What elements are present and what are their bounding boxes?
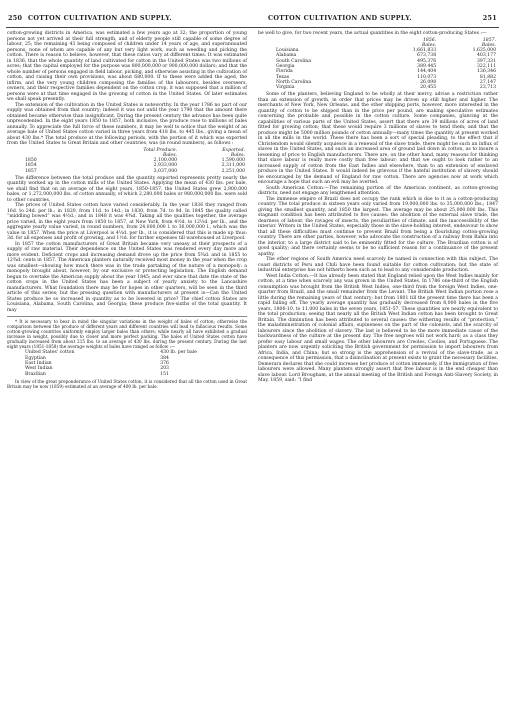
paragraph: The prices of United States cotton have varied considerably. In the year 1836 they ranged from 16d. to 24d. per lb.; in 1820, from 11d. to 14d.; in 1830, from 7d. to 9d. In 1845 the quality called “middling bowed” was 4½d.; and in 1848 it was 4¾d. Taking all the qualities together, the average price varied, in the eight years from 1850 to 1857, at New York, from 4½d. to 12½d. per lb., and the aggregate yearly value varied, in round numbers, from 24,000,000 l. to 36,000,000 l., which was the value in 1857. When the price at Liverpool is 4½d. per lb., it is considered that this is made up thus: 3d. for all expenses and profit of growing, and 1½d. for further expenses till warehoused at Liverpool. — [7, 203, 247, 242]
table-row: United States' cotton 430 lb. per bale — [25, 350, 197, 356]
table-row: Louisiana 1,661,833 1,635,000 — [276, 48, 496, 54]
bale-weight-table — [7, 350, 247, 376]
table-row: Texas 110,073 81,882 — [276, 74, 496, 80]
header-rule — [6, 27, 499, 28]
table-row: 1857 3,037,000 2,251,000 — [25, 168, 245, 174]
paragraph: South American Cotton.—The remaining portion of the American continent, as cotton-growing districts, need not engage any lengthened attention. — [258, 185, 498, 197]
footnote — [7, 316, 247, 388]
left-column — [7, 31, 247, 389]
paragraph: In 1857 the cotton manufacturers of Great Britain became very uneasy at their prospects of a supply of raw material. Their dependence on the United States was rendered every day more and more evident. Deficient crops and increasing demand drove up the price from 5¾d. and in 1855 to 12¾d. cents in 1857. The American planters naturally received most money in the year when the crop was smallest—showing how much there was in the trade partaking of the nature of a monopoly: a monopoly brought about, however, by our exclusive or protecting legislation. The English demand began to overtake the American supply about the year 1845; and ever since that date the state of the cotton crops in the United States has been a subject of yearly anxiety to the Lancashire manufacturers. What foundation there may be for hopes in other quarters, will be seen in the third article of this series; but the pressing question with manufacturers at present is—Can the United States produce be so increased in quantity as to be lowered in price? The chief cotton States are Louisiana, Alabama, South Carolina, and Georgia; these produce five-sixths of the total quantity. It may — [7, 241, 247, 313]
table-row: South Carolina 495,376 397,331 — [276, 58, 496, 64]
column-header: Total Produce. — [143, 147, 178, 153]
right-running-title: COTTON CULTIVATION AND SUPPLY. — [268, 14, 412, 22]
unit-label: Bales. — [481, 42, 496, 48]
running-header — [0, 14, 505, 24]
left-running-title: COTTON CULTIVATION AND SUPPLY. — [28, 14, 172, 22]
right-page-number: 251 — [482, 14, 497, 22]
paragraph: West India Cotton.—It has already been stated that England relied upon the West Indies mainly for cotton, at a time when scarcely any was grown in the United States. In 1786 one-third of the English consumption was brought from the British West Indies, one-third from the foreign West Indies, one-quarter from Brazil, and the small remainder from the Levant. The British West Indian portion rose a little during the remaining years of that century; but from 1801 till the present time there has been a rapid falling off. The yearly average quantity has gradually decreased from 8,000 bales in the five years, 1806-10, to 11,000 bales in the seven years, 1851-57. These quantities are nearly equivalent to the total production; seeing that nearly all the British West Indian cotton has been brought to Great Britain. The diminution has been attributed to several causes: the withering results of “protection,” the maladministration of colonial affairs, supineness on the part of the colonists, and the scarcity of labourers since the abolition of slavery. The last is believed to be the more immediate cause of the backwardness of the culture at the present day. The free negroes will not work hard; as a class they prefer easy labour and small wages. The other labourers are Creoles, Coolies, and Portuguese. The planters are now urgently soliciting the British government for permission to import labourers from Africa, India, and China; but so strong is the apprehension of a revival of the slave-trade, as a consequence of this permission, that a disinclination at present exists to grant the necessary facilities. Demerara declares that she could increase her produce of cotton immensely, if the immigration of free labourers were allowed. Many planters strongly assert that free labour is in the end cheaper than slave labour. Lord Brougham, at the annual meeting of the British and Foreign Anti-Slavery Society, in May, 1859, said: “I find — [258, 273, 498, 384]
table-row: Alabama 673,738 403,177 — [276, 53, 496, 59]
state-production-table — [258, 38, 498, 91]
footnote-text: In view of the great preponderance of United States cotton, it is considered that all the cotton used in Great Britain may be now (1859) estimated at an average of 400 lb. per bale. — [7, 378, 247, 389]
table-row: 1850 2,100,000 1,590,000 — [25, 158, 245, 164]
table-row: 1854 2,933,000 2,311,000 — [25, 163, 245, 169]
table-row: Brazilian 151 — [25, 371, 169, 377]
footnote-text: * It is necessary to bear in mind the singular variations in the weight of bales of cotton; otherwise the comparison between the produce of different years and different countries will lead to fallacious results. Some cotton-growing countries uniformly employ larger bales than others; while nearly all have exhibited a gradual increase in weight, possibly due to closer and more perfect packing. The bales of United States cotton have gradually increased from about 215 lbs. to an average of 430 lbs. during the present century. During the last eight years (1851-1858) the average weights of bales have ranged as follow :— — [7, 319, 247, 350]
unit-label: Bales. — [422, 42, 437, 48]
produce-export-table — [7, 148, 247, 174]
paragraph: The difference between the total produce and the quantity exported represents pretty nearly the quantity worked up in the cotton mills of the United States. Applying the mean of 430 lbs. per bale, we shall find that on an average of the eight years, 1850-1857, the United States grew 2,900,000 bales, or 1,272,000,000 lbs. of cotton annually, of which 2,280,000 bales or 980,000,000 lbs. were sold to other countries. — [7, 175, 247, 203]
unit-label: Bales. — [162, 152, 178, 158]
table-row: Florida 144,404 136,346 — [276, 69, 496, 75]
paragraph: The other regions of South America need scarcely be named in connection with this subject. The coast districts of Peru and Chili have been found suitable for cotton cultivation; but the state of industrial enterprise has not hitherto been such as to lead to any considerable production. — [258, 257, 498, 274]
table-row: East Indian 376 — [25, 361, 169, 367]
paragraph: The immense empire of Brazil does not occupy the rank which is due to it as a cotton-producing country. The total produce in sixteen years only varied from 19,000,000 lbs. to 35,000,000 lbs.; 1847 giving the smallest quantity, and 1850 the largest. The average may be about 25,000,000 lbs. This stagnant condition has been attributed to five causes: the abolition of the external slave trade, the dearness of labour, the ravages of insects, the peculiarities of climate, and the inaccessibility of the interior. Writers in the United States, especially those in the slave-holding interest, endeavour to show that all these difficulties must continue to prevent Brazil from being a flourishing cotton-growing country. There are other parties, however, who advocate the construction of a railway from Bahia into the interior, to a large district said to be eminently fitted for the culture. The Brazilian cotton is of good quality; and there certainly seems to be no sufficient reason for a continuance of the present apathy. — [258, 196, 498, 257]
paragraph: cotton-growing districts in America, was estimated a few years ago at 32; the proportion of young persons not yet arrived at their full strength, and of elderly people still capable of some degree of labour, 25; the remaining 43 being composed of children under 14 years of age, and superannuated persons, none of whom are capable of any but very light work, such as weeding and picking the cotton. There is reason to believe, however, that these ratios vary at different times. It was estimated in 1836, that the whole quantity of land cultivated for cotton in the United States was two millions of acres; that the capital employed for the purpose was 800,000,000 or 900,000,000 dollars; and that the whole number of persons engaged in field labour, picking, and otherwise assisting in the cultivation of cotton, and raising their own provisions, was about 680,000. If to these were added the aged, the infirm, and the very young children composing the families of the labourers, besides overseers, owners, and their respective families dependent on the cotton crop, it was supposed that a million of persons were at that time engaged in the growing of cotton in the United States. Of later estimates we shall speak presently. — [7, 31, 247, 102]
paragraph: Some of the planters, believing England to be wholly at their mercy, advise a restriction rather than an extension of growth, in order that prices may be driven up still higher and higher. The merchants of New York, New Orleans, and the other shipping ports, however, more interested in the quantity of cotton to be shipped than in the price per pound, are making speculative estimates concerning the probable and possible in the cotton culture. Some companies, glancing at the capabilities of various parts of the United States, assert that there are 39 millions of acres of land fitted for growing cotton; that these would require 3 millions of slaves to tend them; and that the produce might be 5000 million pounds of cotton annually—many times the quantity at present worked in all the mills in the world. These there has been a sort of special pleading, to the effect that if Christendom would silently acquiesce in a renewal of the slave trade, there might be such an influx of slaves in the United States, and such an increased area of ground laid down in cotton, as to insure a lessening of price to English manufacturers. There are, on the other hand, many reasons for thinking that slave labour is really more costly than free labour; and that we ought to look rather to an increased supply of cotton from the East Indies and elsewhere, than to an extension of enslaved produce in the United States. It would indeed be grievous if the hateful institution of slavery should be encouraged by the demand of England for raw cotton. There are agencies now at work which encourage a hope that such an evil may be averted. — [258, 92, 498, 186]
table-row: Virginia 20,455 23,713 — [276, 85, 496, 91]
right-column — [258, 31, 498, 384]
column-header: 1857. — [482, 37, 496, 43]
paragraph: be well to give, for two recent years, the actual quantities in the eight cotton-producing States :— — [258, 31, 487, 36]
table-row: Georgia 389,445 322,111 — [276, 63, 496, 69]
table-row: North Carolina 26,098 27,147 — [276, 79, 496, 85]
left-page-number: 250 — [8, 14, 23, 22]
column-header: 1856. — [423, 37, 437, 43]
table-row: West Indian 203 — [25, 366, 169, 372]
unit-label: Bales. — [230, 152, 245, 158]
paragraph: The extension of the cultivation in the United States is noteworthy. In the year 1786 no part of our supply was obtained from that country; indeed it was not until the year 1790 that the amount there obtained became otherwise than insignificant. During the present century the advance has been quite unprecedented. In the eight years 1850 to 1857, both inclusive, the produce rose to millions of bales annually. To appreciate the full force of these numbers, it may be well to notice that the weight of an average bale of United States cotton varied in three years from 418 lbs. to 445 lbs., giving a mean of about 430 lbs.* The total produce at the following periods, with the portion of it which was exported from the United States to Great Britain and other countries, was (in round numbers), as follows : — [7, 102, 247, 146]
column-header: Exported. — [222, 147, 245, 153]
table-row: Egyptian 384 — [25, 355, 169, 361]
